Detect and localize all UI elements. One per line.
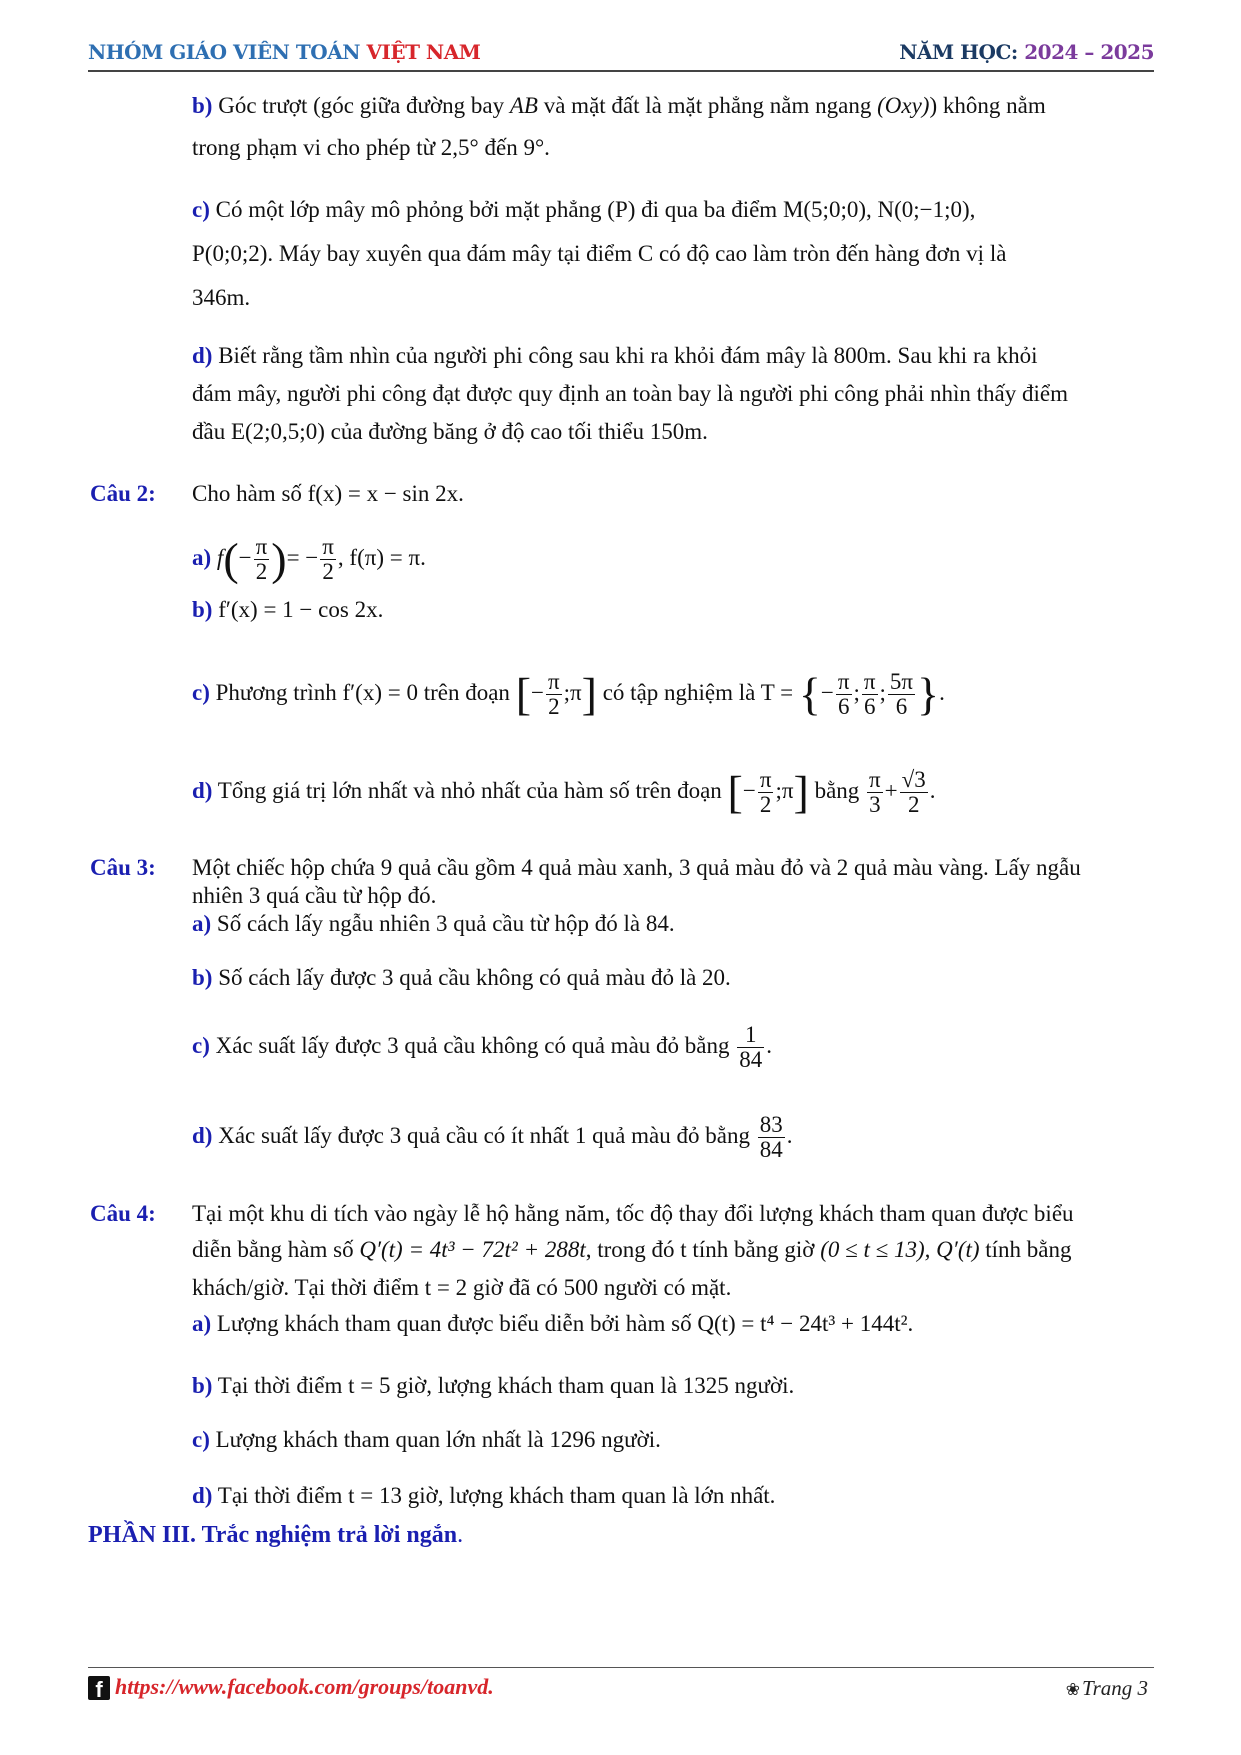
- school-year: NĂM HỌC: 2024 – 2025: [899, 40, 1154, 64]
- facebook-icon: f: [88, 1676, 110, 1700]
- q2-d: d) Tổng giá trị lớn nhất và nhỏ nhất của hàm số trên đoạn [− $\frac{\pi}{2}$ ;π] bằng $\frac{\pi}{3}$ + $\frac{√3}{2}$ .: [192, 766, 936, 818]
- group-name: NHÓM GIÁO VIÊN TOÁN VIỆT NAM: [88, 40, 481, 64]
- flower-icon: ❀: [1065, 1680, 1081, 1699]
- q1-c-line2: P(0;0;2). Máy bay xuyên qua đám mây tại điểm C có độ cao làm tròn đến hàng đơn vị là: [192, 241, 1007, 266]
- q4-label: Câu 4:: [90, 1201, 156, 1226]
- frac-pi-2: $\frac{\pi}{2}$: [322, 534, 334, 585]
- q4-d: d) Tại thời điểm t = 13 giờ, lượng khách tham quan là lớn nhất.: [192, 1483, 776, 1508]
- q4-stem-line1: Tại một khu di tích vào ngày lễ hộ hằng năm, tốc độ thay đổi lượng khách tham quan được biểu: [192, 1201, 1074, 1226]
- q4-b: b) Tại thời điểm t = 5 giờ, lượng khách tham quan là 1325 người.: [192, 1373, 795, 1398]
- q2-stem: Cho hàm số f(x) = x − sin 2x.: [192, 481, 464, 506]
- q1-b-line2: trong phạm vi cho phép từ 2,5° đến 9°.: [192, 135, 550, 160]
- page-footer: [88, 1667, 1154, 1707]
- q3-c: c) Xác suất lấy được 3 quả cầu không có quả màu đỏ bằng $\frac{1}{84}$ .: [192, 1022, 772, 1073]
- q1-b: b) Góc trượt (góc giữa đường bay AB và mặt đất là mặt phẳng nằm ngang (Oxy)) không nằm: [192, 93, 1046, 118]
- q4-a: a) Lượng khách tham quan được biểu diễn bởi hàm số Q(t) = t⁴ − 24t³ + 144t².: [192, 1311, 914, 1336]
- facebook-group-link[interactable]: https://www.facebook.com/groups/toanvd.: [115, 1674, 494, 1699]
- q1-c: c) Có một lớp mây mô phỏng bởi mặt phẳng (P) đi qua ba điểm M(5;0;0), N(0;−1;0),: [192, 197, 976, 222]
- q2-c: c) Phương trình f′(x) = 0 trên đoạn [− $\frac{\pi}{2}$ ;π] có tập nghiệm là T = {− $\frac{\pi}{6}$ ; $\frac{\pi}{6}$ ; $\frac{5\pi}{6}$ }.: [192, 668, 945, 720]
- q2-label: Câu 2:: [90, 481, 156, 506]
- q3-stem-line1: Một chiếc hộp chứa 9 quả cầu gồm 4 quả màu xanh, 3 quả màu đỏ và 2 quả màu vàng. Lấy ngẫu: [192, 855, 1081, 880]
- q1-d-line3: đầu E(2;0,5;0) của đường băng ở độ cao tối thiểu 150m.: [192, 419, 708, 444]
- q1-c-line3: 346m.: [192, 285, 251, 310]
- q3-a: a) Số cách lấy ngẫu nhiên 3 quả cầu từ hộp đó là 84.: [192, 911, 675, 936]
- q4-stem-line3: khách/giờ. Tại thời điểm t = 2 giờ đã có 500 người có mặt.: [192, 1275, 732, 1300]
- q2-b: b) f′(x) = 1 − cos 2x.: [192, 597, 384, 622]
- page-header: [88, 36, 1154, 72]
- q4-stem-line2: diễn bằng hàm số Q′(t) = 4t³ − 72t² + 288t, trong đó t tính bằng giờ (0 ≤ t ≤ 13), Q′(t) tính bằng: [192, 1237, 1072, 1262]
- q3-d: d) Xác suất lấy được 3 quả cầu có ít nhất 1 quả màu đỏ bằng $\frac{83}{84}$ .: [192, 1112, 793, 1163]
- frac-pi-2: $\frac{\pi}{2}$: [255, 534, 268, 585]
- q3-stem-line2: nhiên 3 quá cầu từ hộp đó.: [192, 883, 437, 908]
- q1-d: d) Biết rằng tầm nhìn của người phi công sau khi ra khỏi đám mây là 800m. Sau khi ra khỏi: [192, 343, 1038, 368]
- section-title: PHẦN III. Trắc nghiệm trả lời ngắn.: [88, 1522, 464, 1548]
- q1-d-line2: đám mây, người phi công đạt được quy định an toàn bay là người phi công phải nhìn thấy điểm: [192, 381, 1068, 406]
- q3-label: Câu 3:: [90, 855, 156, 880]
- q4-c: c) Lượng khách tham quan lớn nhất là 1296 người.: [192, 1427, 661, 1452]
- page-number: ❀Trang 3: [1065, 1676, 1148, 1700]
- q2-a: a) f(− $\frac{\pi}{2}$ )= − $\frac{\pi}{2}$ , f(π) = π.: [192, 533, 426, 585]
- q3-b: b) Số cách lấy được 3 quả cầu không có quả màu đỏ là 20.: [192, 965, 731, 990]
